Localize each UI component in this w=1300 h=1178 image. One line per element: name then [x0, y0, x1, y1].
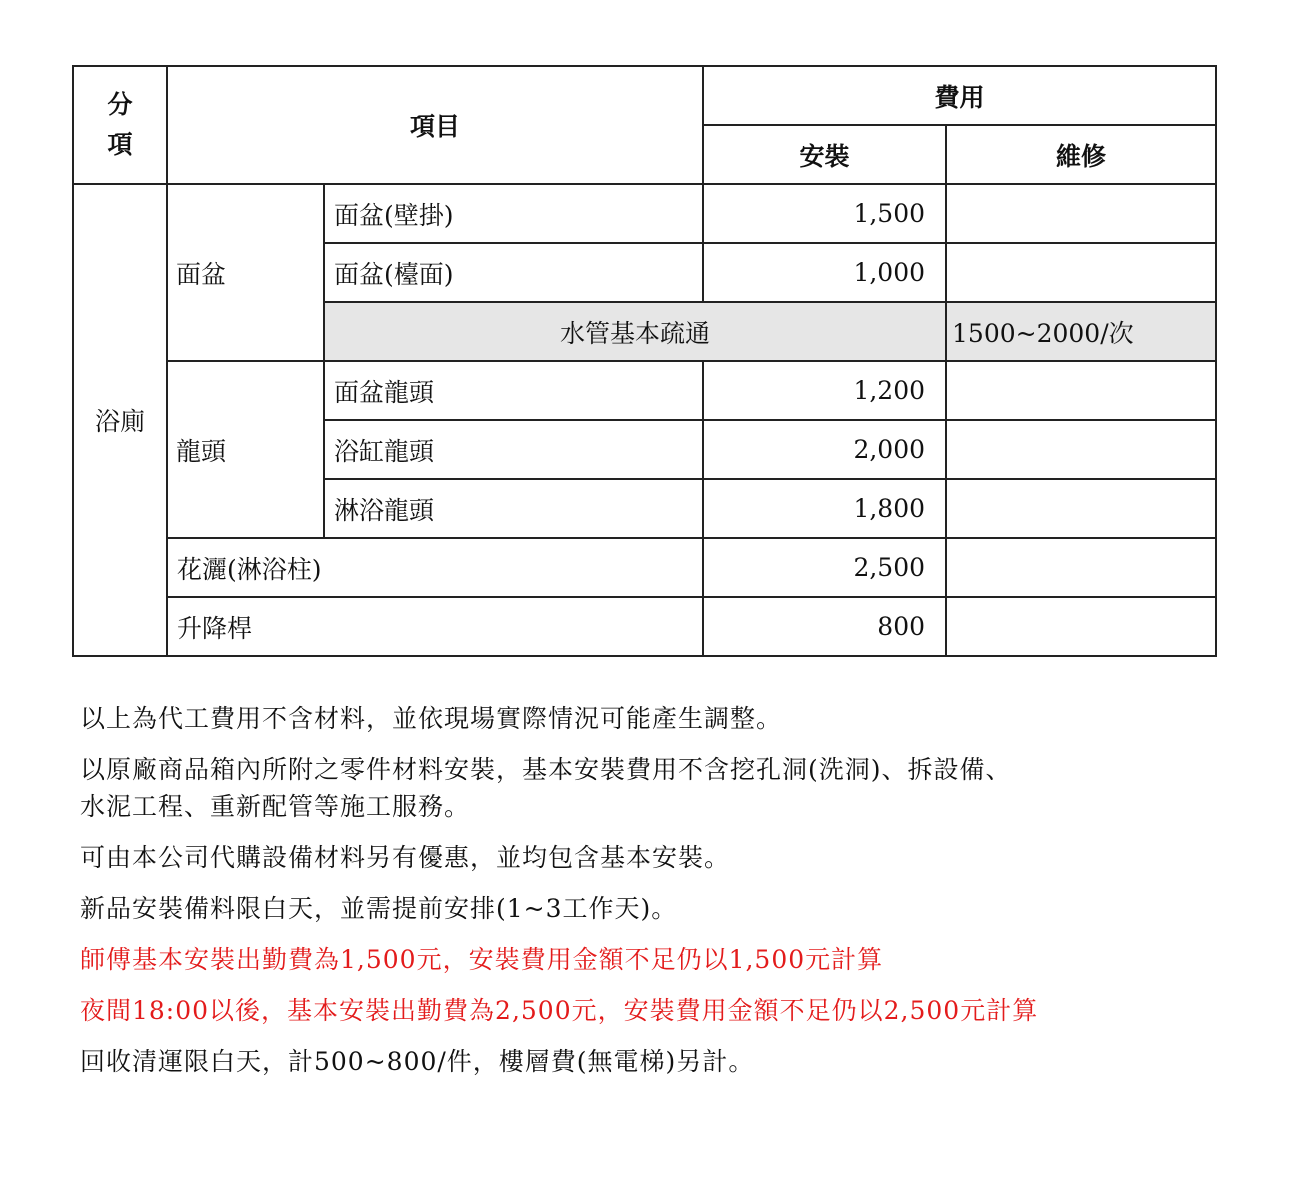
note-dispatch-fee: 師傅基本安裝出勤費為1,500元，安裝費用金額不足仍以1,500元計算 [80, 945, 884, 974]
notes-section [80, 700, 1220, 1080]
install-price-cell: 1,000 [703, 243, 946, 302]
note-purchase-discount: 可由本公司代購設備材料另有優惠，並均包含基本安裝。 [80, 843, 731, 872]
note-installation-scope [80, 751, 1220, 825]
header-install: 安裝 [703, 125, 946, 184]
header-cost: 費用 [703, 66, 1216, 125]
header-category-line2: 項 [107, 130, 133, 159]
install-price-cell: 1,500 [703, 184, 946, 243]
header-row-top [73, 66, 1216, 125]
item-cell: 升降桿 [167, 597, 703, 656]
item-cell: 花灑(淋浴柱) [167, 538, 703, 597]
header-repair: 維修 [946, 125, 1216, 184]
note-night-dispatch-fee: 夜間18:00以後，基本安裝出勤費為2,500元，安裝費用金額不足仍以2,500元計算 [80, 996, 1039, 1025]
pipe-clearing-repair-price: 1500~2000/次 [946, 302, 1216, 361]
table-row [73, 538, 1216, 597]
repair-price-cell [946, 538, 1216, 597]
category-cell: 浴廁 [73, 184, 167, 656]
repair-price-cell [946, 361, 1216, 420]
install-price-cell: 2,000 [703, 420, 946, 479]
repair-price-cell [946, 597, 1216, 656]
table-row [73, 361, 1216, 420]
table-row [73, 597, 1216, 656]
group-label-faucet: 龍頭 [167, 361, 324, 538]
note-labor-only: 以上為代工費用不含材料，並依現場實際情況可能產生調整。 [80, 704, 783, 733]
note-installation-scope-line1: 以原廠商品箱內所附之零件材料安裝，基本安裝費用不含挖孔洞(洗洞)、拆設備、 [80, 755, 1012, 784]
repair-price-cell [946, 243, 1216, 302]
install-price-cell: 1,800 [703, 479, 946, 538]
install-price-cell: 1,200 [703, 361, 946, 420]
install-price-cell: 2,500 [703, 538, 946, 597]
note-recycling-fee: 回收清運限白天，計500~800/件，樓層費(無電梯)另計。 [80, 1047, 755, 1076]
install-price-cell: 800 [703, 597, 946, 656]
price-table [72, 65, 1217, 657]
item-cell: 面盆(檯面) [324, 243, 703, 302]
table-row [73, 184, 1216, 243]
item-cell: 淋浴龍頭 [324, 479, 703, 538]
repair-price-cell [946, 479, 1216, 538]
note-new-install-schedule: 新品安裝備料限白天，並需提前安排(1~3工作天)。 [80, 894, 678, 923]
item-cell: 面盆(壁掛) [324, 184, 703, 243]
header-category [73, 66, 167, 184]
header-item: 項目 [167, 66, 703, 184]
header-category-line1: 分 [107, 90, 133, 119]
repair-price-cell [946, 420, 1216, 479]
pipe-clearing-item: 水管基本疏通 [324, 302, 946, 361]
note-installation-scope-line2: 水泥工程、重新配管等施工服務。 [80, 792, 471, 821]
repair-price-cell [946, 184, 1216, 243]
group-label-basin: 面盆 [167, 184, 324, 361]
item-cell: 面盆龍頭 [324, 361, 703, 420]
item-cell: 浴缸龍頭 [324, 420, 703, 479]
